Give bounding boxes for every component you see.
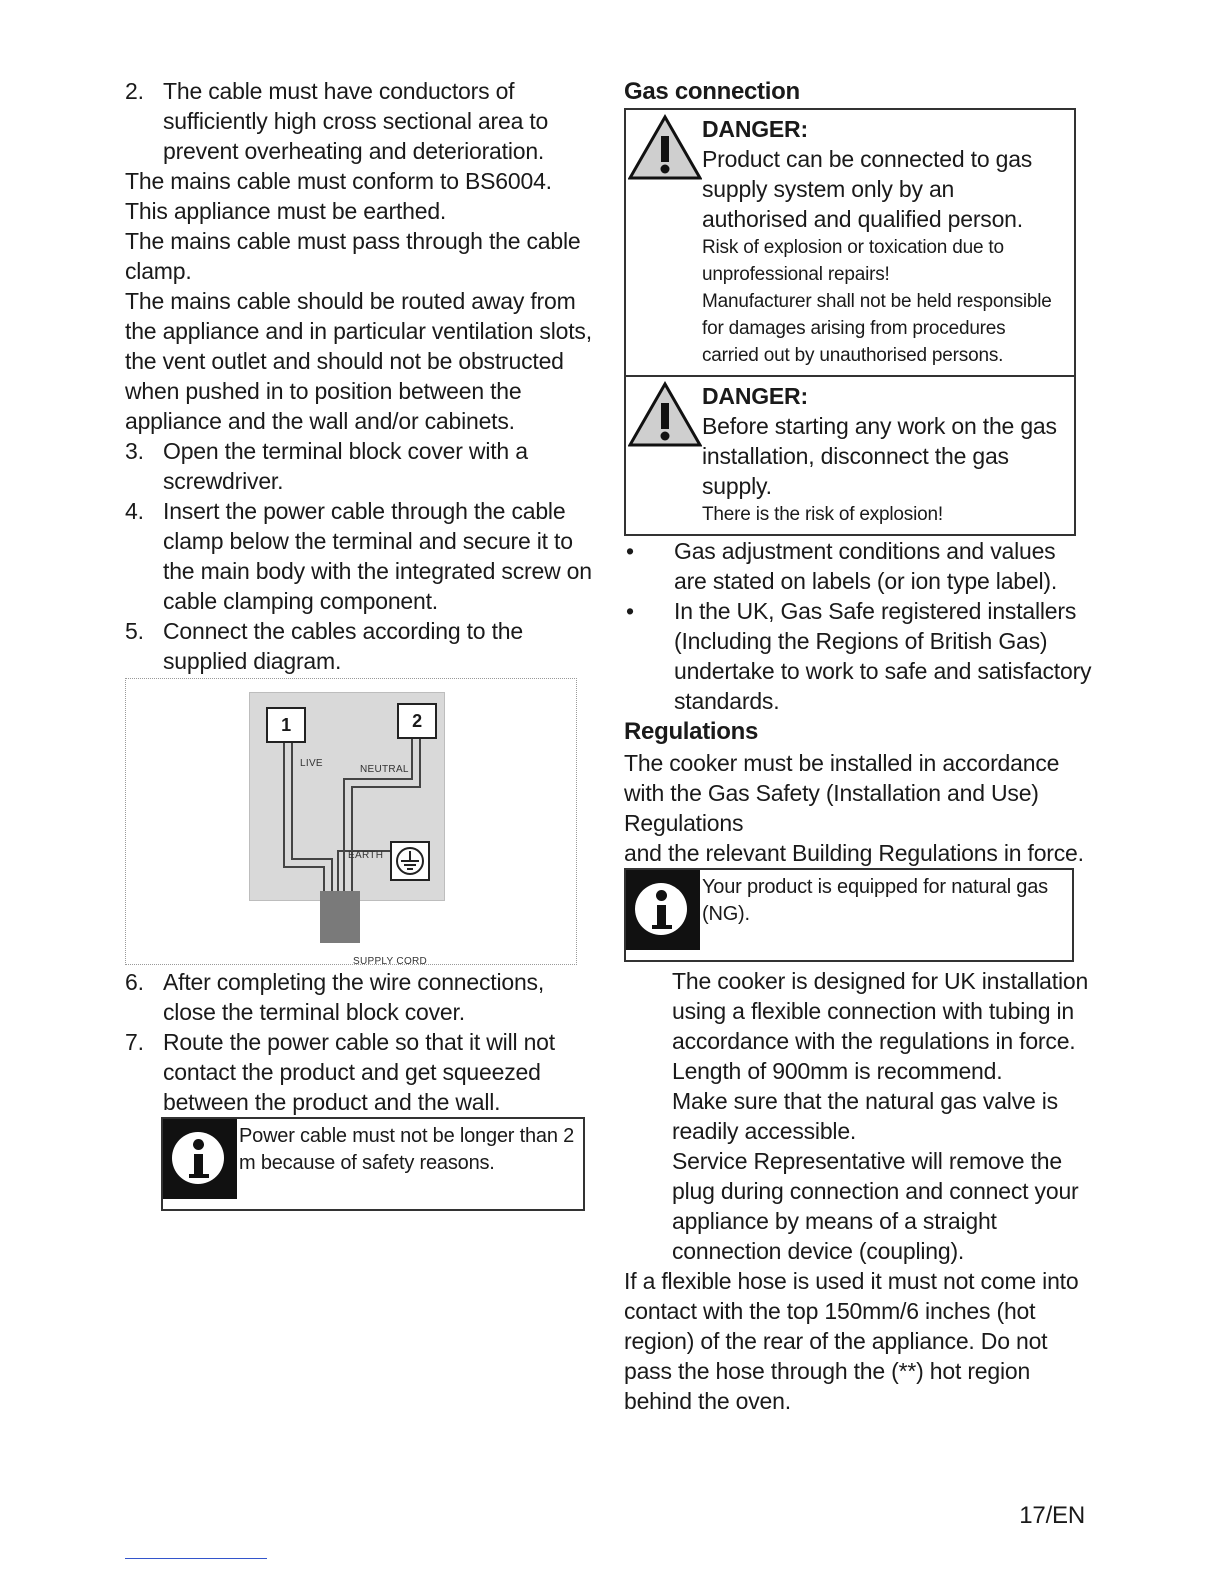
terminal-1: 1	[266, 707, 306, 743]
paragraph: and the relevant Building Regulations in force.	[624, 840, 1084, 866]
info-note: Your product is equipped for natural gas (NG).	[624, 868, 1074, 962]
danger-box: DANGER: Before starting any work on the gas installation, disconnect the gas supply. There is the risk of explosion!	[624, 377, 1076, 536]
terminal-2: 2	[397, 703, 437, 739]
footer-divider	[125, 1558, 267, 1559]
paragraph: The cooker must be installed in accordance with the Gas Safety (Installation and Use) Regulations	[624, 750, 1060, 836]
supply-cord-label: SUPPLY CORD	[353, 956, 428, 967]
list-item: 5. Connect the cables according to the supplied diagram.	[125, 618, 523, 674]
bullet-item: • Gas adjustment conditions and values are stated on labels (or ion type label).	[626, 538, 1058, 594]
list-item: 7. Route the power cable so that it will not contact the product and get squeezed between the product and the wall.	[125, 1029, 555, 1115]
warning-triangle-icon	[628, 114, 702, 180]
left-column	[125, 76, 595, 1211]
wiring-diagram	[125, 678, 577, 965]
warning-triangle-icon	[628, 381, 702, 447]
heading-gas-connection: Gas connection	[624, 78, 800, 105]
heading-regulations: Regulations	[624, 718, 759, 745]
info-icon	[163, 1119, 237, 1199]
info-icon	[626, 870, 700, 950]
list-item: 3. Open the terminal block cover with a screwdriver.	[125, 438, 528, 494]
neutral-label: NEUTRAL	[360, 764, 409, 775]
danger-box: DANGER: Product can be connected to gas supply system only by an authorised and qualified person. Risk of explosion or toxication due to unprofessional repairs! Manufacturer shall not be held responsible for damages arising from procedures carried out by unauthorised persons.	[624, 108, 1076, 377]
earth-icon	[390, 841, 430, 881]
paragraph: The mains cable should be routed away from the appliance and in particular ventilation slots, the vent outlet and should not be obstructed when pushed in to position between the appliance and the wall and/or cabinets.	[125, 288, 592, 434]
earth-label: EARTH	[348, 850, 384, 861]
paragraph: The mains cable must conform to BS6004. This appliance must be earthed.	[125, 168, 552, 224]
page-number: 17/EN	[1019, 1502, 1085, 1529]
list-item: 4. Insert the power cable through the cable clamp below the terminal and secure it to the main body with the integrated screw on cable clamping component.	[125, 498, 592, 614]
list-item: 2. The cable must have conductors of sufficiently high cross sectional area to prevent overheating and deterioration.	[125, 78, 549, 164]
supply-cord	[320, 891, 360, 943]
paragraph: The mains cable must pass through the cable clamp.	[125, 228, 581, 284]
right-column	[624, 76, 1094, 1416]
bullet-item: • In the UK, Gas Safe registered installers (Including the Regions of British Gas) undertake to work to safe and satisfactory standards.	[626, 598, 1092, 714]
paragraph: If a flexible hose is used it must not come into contact with the top 150mm/6 inches (hot region) of the rear of the appliance. Do not pass the hose through the (**) hot region behind the oven.	[624, 1268, 1079, 1414]
live-label: LIVE	[300, 758, 323, 769]
indented-block: The cooker is designed for UK installation using a flexible connection with tubing in accordance with the regulations in force. Length of 900mm is recommend. Make sure that the natural gas valve is readily accessible. Service Representative will remove the plug during connection and connect your appliance by means of a straight connection device (coupling).	[672, 968, 1089, 1264]
info-note: Power cable must not be longer than 2 m because of safety reasons.	[161, 1117, 585, 1211]
bullet-icon: •	[626, 598, 634, 624]
bullet-icon: •	[626, 538, 634, 564]
list-item: 6. After completing the wire connections, close the terminal block cover.	[125, 969, 545, 1025]
